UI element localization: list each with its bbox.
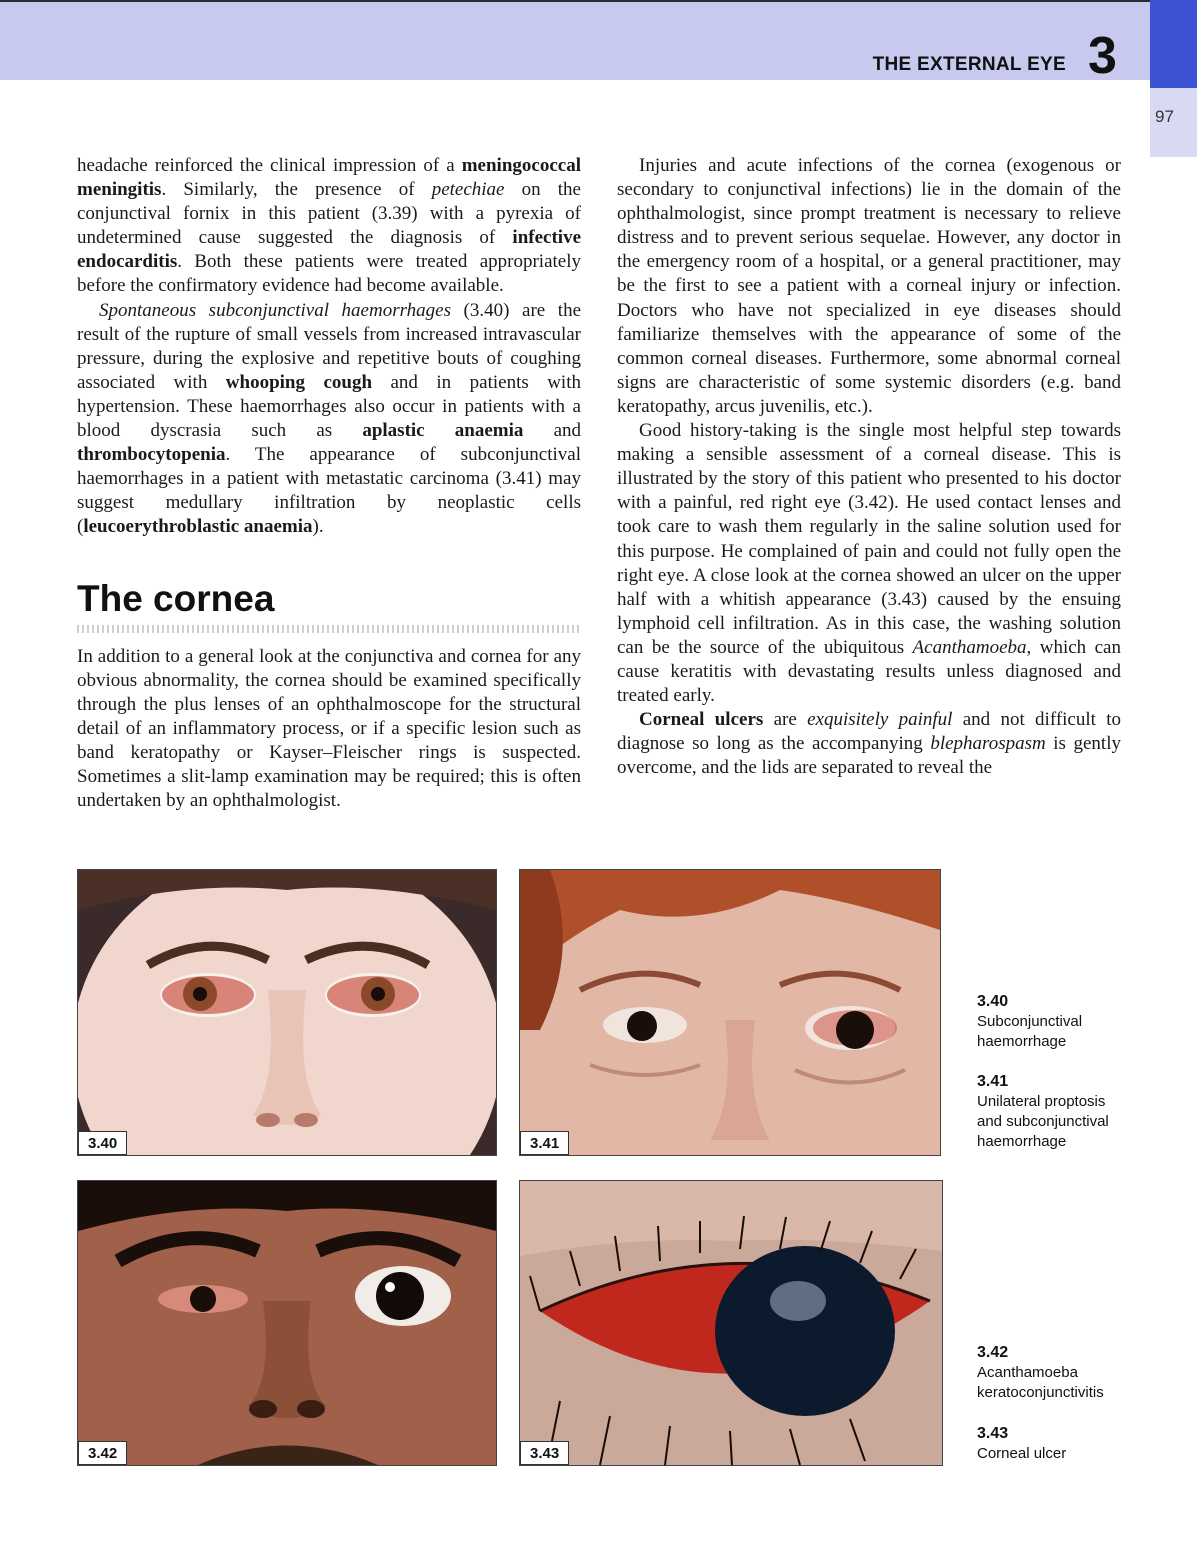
caption-3-40	[977, 992, 1127, 1052]
caption-number-3-43: 3.43	[977, 1425, 1009, 1442]
text-run: is gently overcome, and the lids are separated to reveal the	[617, 733, 1121, 779]
figure-label-3-41: 3.41	[520, 1131, 569, 1155]
page-number: 97	[1155, 107, 1174, 126]
figure-3-40-photo	[77, 869, 497, 1156]
caption-text-3-41: Unilateral proptosis and subconjunctival haemorrhage	[977, 1093, 1109, 1150]
caption-3-42	[977, 1343, 1127, 1403]
text-run: . Both these patients were treated appropriately before the confirmatory evidence had become available.	[77, 251, 581, 297]
italic-term: Spontaneous subconjunctival haemorrhages	[99, 299, 451, 321]
text-run: on the conjunctival fornix in this patient (3.39) with a pyrexia of undetermined cause suggested the diagnosis of	[77, 179, 581, 249]
right-paragraph-2	[617, 419, 1121, 708]
italic-term: blepharospasm	[930, 733, 1046, 755]
text-run: . The appearance of subconjunctival haemorrhages in a patient with metastatic carcinoma (3.41) may suggest medullary infiltration by neoplastic cells (	[77, 444, 581, 538]
eye-photo-3-43	[520, 1181, 942, 1465]
header-rule	[0, 0, 1150, 2]
text-run: and not difficult to diagnose so long as the accompanying	[617, 709, 1121, 755]
bold-term: thrombocytopenia	[77, 444, 226, 466]
caption-number-3-40: 3.40	[977, 993, 1009, 1010]
text-run: , which can cause keratitis with devastating results unless diagnosed and treated early.	[617, 636, 1121, 707]
section-rule	[77, 625, 581, 633]
text-run: . Similarly, the presence of	[161, 179, 432, 201]
left-column	[77, 154, 581, 813]
figure-label-3-40: 3.40	[78, 1131, 127, 1155]
section-heading: The cornea	[77, 577, 275, 619]
right-paragraph-3	[617, 708, 1121, 780]
figure-3-42-photo	[77, 1180, 497, 1466]
face-photo-3-41	[520, 870, 940, 1155]
italic-term: Acanthamoeba	[912, 636, 1027, 658]
italic-term: petechiae	[431, 179, 505, 201]
bold-term: whooping cough	[225, 371, 373, 393]
left-paragraph-3	[77, 645, 581, 814]
text-run: (3.40) are the result of the rupture of small vessels from increased intravascular pressure, during the explosive and repetitive bouts of coughing associated with	[77, 299, 582, 393]
caption-3-41	[977, 1072, 1127, 1152]
caption-text-3-43: Corneal ulcer	[977, 1445, 1067, 1462]
text-run: Injuries and acute infections of the cornea (exogenous or secondary to conjunctival infections) lie in the domain of the ophthalmologist, since prompt treatment is necessary to relieve distress and to prevent serious sequelae. However, any doctor in the emergency room of a hospital, or a general practitioner, may be the first to see a patient with a corneal injury or infection. Doctors who have not specialized in eye diseases should familiarize themselves with the appearance of some of the common corneal diseases. Furthermore, some abnormal corneal signs are characteristic of some systemic disorders (e.g. band keratopathy, arcus juvenilis, etc.).	[617, 155, 1121, 417]
bold-term: infective endocarditis	[77, 227, 581, 273]
text-run: headache reinforced the clinical impression of a	[77, 155, 462, 176]
text-run: Good history-taking is the single most helpful step towards making a sensible assessment of a corneal disease. This is illustrated by the story of this patient who presented to his doctor with a painful, red right eye (3.42). He used contact lenses and took care to wash them regularly in the saline solution used for this purpose. He complained of pain and could not fully open the right eye. A close look at the cornea showed an ulcer on the upper half with a whitish appearance (3.43) caused by the ensuing lymphoid cell infiltration. As in this case, the washing solution can be the source of the ubiquitous	[617, 420, 1121, 658]
chapter-number: 3	[1088, 27, 1117, 85]
caption-number-3-41: 3.41	[977, 1073, 1009, 1090]
chapter-title: THE EXTERNAL EYE	[872, 54, 1066, 75]
text-run: ).	[312, 516, 324, 538]
right-column	[617, 154, 1121, 780]
text-run: are	[763, 709, 808, 731]
figure-3-41-photo	[519, 869, 941, 1156]
caption-number-3-42: 3.42	[977, 1344, 1009, 1361]
figure-3-43-photo	[519, 1180, 943, 1466]
face-photo-3-42	[78, 1181, 496, 1465]
text-run: and	[523, 420, 581, 442]
right-paragraph-1	[617, 154, 1121, 419]
italic-term: exquisitely painful	[807, 709, 953, 731]
figure-label-3-43: 3.43	[520, 1441, 569, 1465]
left-paragraph-2	[77, 299, 581, 540]
bold-term: Corneal ulcers	[639, 709, 764, 731]
caption-3-43	[977, 1424, 1127, 1464]
figure-label-3-42: 3.42	[78, 1441, 127, 1465]
text-run: and in patients with hypertension. These haemorrhages also occur in patients with a blood dyscrasia such as	[77, 371, 581, 442]
chapter-tab	[1150, 0, 1197, 88]
text-run: In addition to a general look at the conjunctiva and cornea for any obvious abnormality, the cornea should be examined specifically through the plus lenses of an ophthalmoscope for the structural detail of an inflammatory process, or if a specific lesion such as band keratopathy or Kayser–Fleischer rings is suspected. Sometimes a slit-lamp examination may be required; this is often undertaken by an ophthalmologist.	[77, 645, 581, 812]
left-paragraph-1	[77, 154, 581, 299]
caption-text-3-40: Subconjunctival haemorrhage	[977, 1013, 1083, 1050]
caption-text-3-42: Acanthamoeba keratoconjunctivitis	[977, 1364, 1104, 1401]
bold-term: aplastic anaemia	[362, 420, 524, 442]
bold-term: leucoerythroblastic anaemia	[83, 516, 313, 538]
bold-term: meningococcal meningitis	[77, 155, 581, 201]
face-photo-3-40	[78, 870, 496, 1155]
